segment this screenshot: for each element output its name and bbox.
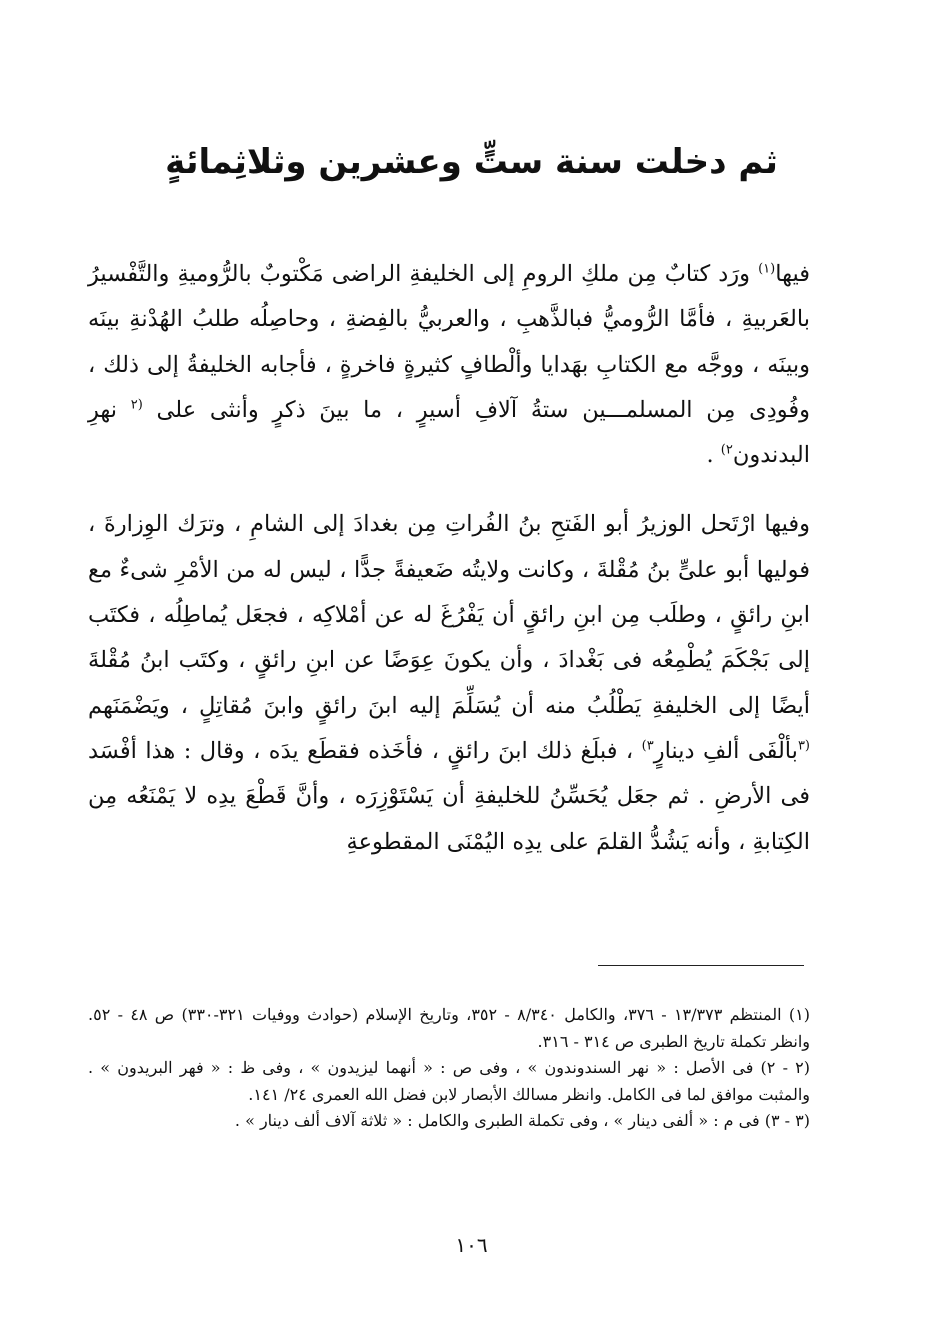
footnote-ref-3-open: (٣ — [797, 738, 810, 754]
footnote-1: (١) المنتظم ١٣/٣٧٣ - ٣٧٦، والكامل ٨/٣٤٠ - ٣٥٢، وتاريخ الإسلام (حوادث ووفيات ٣٢١-٣٣٠) ص ٤٨ - ٥٢. وانظر تكملة تاريخ الطبرى ص ٣١٤ - ٣١٦. — [88, 1005, 811, 1051]
paragraph-2-text: وفيها ارْتَحل الوزيرُ أبو الفَتحِ بنُ الفُراتِ مِن بغدادَ إلى الشامِ ، وترَك الوِزارةَ ، فوليها أبو علىٍّ بنُ مُقْلةَ ، وكانت ولايتُه ضَعيفةً جدًّا ، ليس له من الأمْرِ شىءٌ مع ابنِ رائقٍ ، وطلَب مِن ابنِ رائقٍ أن يَفْرُغَ له عن أمْلاكِه ، فجعَل يُماطِلُه ، فكتَب إلى بَجْكَمَ يُطْمِعُه فى بَغْدادَ ، وأن يكونَ عِوَضًا عن ابنِ رائقٍ ، وكتَب ابنُ مُقْلةَ أيضًا إلى الخليفةِ يَطْلُبُ منه أن يُسَلِّمَ إليه ابنَ رائقٍ وابنَ مُقاتِلٍ ، ويَضْمَنَهم — [88, 511, 810, 719]
footnote-ref-1: (١) — [758, 261, 776, 277]
paragraph-2-text-2: بألْفَى ألفِ دينارٍ — [653, 737, 798, 764]
footnote-ref-3-close: ٣) — [641, 738, 654, 754]
paragraph-1-lead: فيها — [775, 261, 810, 287]
footnote-2: (٢ - ٢) فى الأصل : « نهر السندوندون » ، وفى ص : « أنهما ليزيدون » ، وفى ظ : « فهر البريدون » . والمثبت موافق لما فى الكامل. وانظر مسالك الأبصار لابن فضل الله العمرى ٢٤/ ١٤١. — [88, 1058, 811, 1104]
paragraph-1-end: . — [706, 442, 721, 469]
main-text — [88, 252, 810, 865]
paragraph-2-text-3: ، فبلَغ ذلك ابنَ رائقٍ ، فأخَذه فقطَع يدَه ، وقال : هذا أفْسَد فى الأرضِ . ثم جعَل يُحَسِّنُ للخليفةِ أن يَسْتَوْزِرَه ، وأنَّ قَطْعَ يدِه لا يَمْنَعُه مِن الكِتابةِ ، وأنه يَشُدُّ القلمَ على يدِه اليُمْنَى المقطوعةِ — [88, 737, 810, 855]
footnote-3: (٣ - ٣) فى م : « ألفى دينار » ، وفى تكملة الطبرى والكامل : « ثلاثة آلاف ألف دينار » . — [234, 1111, 810, 1130]
paragraph-1 — [88, 252, 810, 478]
paragraph-2 — [88, 502, 810, 864]
footnotes — [88, 1002, 810, 1135]
chapter-title: ثم دخلت سنة ستٍّ وعشرين وثلاثِمائةٍ — [165, 142, 778, 182]
paragraph-1-text-2: نهرِ البدندون — [88, 396, 810, 469]
footnote-ref-2-close: ٢) — [720, 442, 733, 458]
footnote-divider — [598, 965, 804, 966]
paragraph-1-text: ورَد كتابٌ مِن ملكِ الرومِ إلى الخليفةِ الراضى مَكْتوبٌ بالرُّوميةِ والتَّفْسيرُ بالعَربيةِ ، فأمَّا الرُّوميُّ فبالذَّهبِ ، والعربيُّ بالفِضةِ ، وحاصِلُه طلبُ الهُدْنةِ بينَه وبينَه ، ووجَّه مع الكتابِ بهَدايا وألْطافٍ كثيرةٍ فاخرةٍ ، فأجابه الخليفةُ إلى ذلك ، وفُودِى مِن المسلمـــين ستةُ آلافِ أسيرٍ ، ما بينَ ذكرٍ وأنثى على — [88, 261, 810, 423]
footnote-ref-2-open: (٢ — [130, 397, 143, 413]
page-number: ١٠٦ — [455, 1233, 488, 1257]
